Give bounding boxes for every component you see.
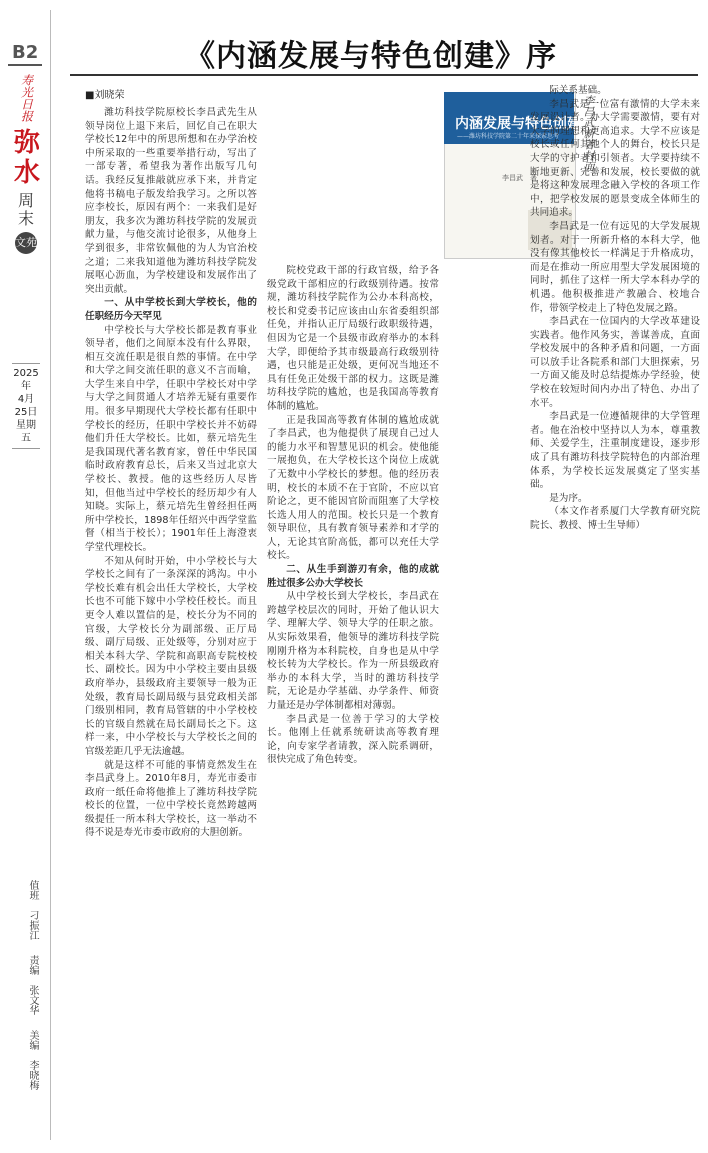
- article-column-2: [267, 264, 439, 1144]
- margin-divider: [50, 10, 51, 1140]
- design-editor: 美编 李晓梅: [27, 1030, 38, 1091]
- masthead-name: 弥水: [14, 128, 41, 188]
- article-column-1: [85, 106, 257, 1144]
- page-number: B2: [12, 42, 39, 63]
- paragraph: （本文作者系厦门大学教育研究院院长、教授、博士生导师）: [530, 506, 700, 531]
- book-cover-subtitle: ——潍坊科技学院第二十年来探索思考: [457, 133, 560, 140]
- article-column-right: [530, 84, 700, 1144]
- paragraph: 不知从何时开始，中小学校长与大学校长之间有了一条深深的鸿沟。中小学校长难有机会出任大学校长，大学校长也不可能下嫁中小学校任校长。而且更令人难以置信的是，校长分为不同的官级，大学校长分为副部级、正厅局级、副厅局级、正处级等，分别对应于相关本科大学、学院和高职高专院校校长、副校长。因为中小学校主要由县级政府举办，县级政府主要领导一般为正处级，教育局长副局级与县党政相关部门级别相同，教育局管辖的中小学校校长的官级自然就在局长副局长之下。这样一来，中小学校长与大学校长之间的官级差距几乎无法逾越。: [85, 555, 257, 757]
- date-year: 2025年: [13, 368, 39, 392]
- editor-credits: [14, 880, 38, 1102]
- paragraph: 从中学校长到大学校长，李昌武在跨越学校层次的同时，开始了他认识大学、理解大学、领导大学的任职之旅。从实际效果看，他领导的潍坊科技学院刚刚升格为本科院校，自身也是从中学校长转为大学校长。作为一所县级政府举办的本科大学，当时的潍坊科技学院，无论是办学基础、办学条件、师资力量还是办学体制都相对薄弱。: [267, 591, 439, 711]
- paragraph: 二、从生手到游刃有余，他的成就胜过很多公办大学校长: [267, 564, 439, 589]
- paragraph: 就是这样不可能的事情竟然发生在李昌武身上。2010年8月，寿光市委市政府一纸任命将他推上了潍坊科技学院校长的位置，一位中学校长竟然跨越两级提任一所本科大学校长，这一举动不得不说是寿光市委市政府的大胆创新。: [85, 759, 257, 839]
- cover-caption: 李昌武新著封面。: [582, 95, 595, 183]
- masthead: [14, 74, 41, 254]
- paragraph: 李昌武是一位富有激情的大学未来发展设计者。办大学需要激情，要有对大学的理想和更高追求。大学不应该是校长或任何其他个人的舞台，校长只是大学的守护者和引领者。大学要持续不断地更新、完善和发展，校长要做的就是将这种发展理念融入学校的各项工作中，把学校发展的愿景变成全体师生的共同追求。: [530, 98, 700, 219]
- paragraph: 李昌武在一位国内的大学改革建设实践者。他作风务实，善谋善成，直面学校发展中的各种矛盾和问题，一方面可以放手让各院系和部门大胆探索，另一方面又能及时总结提炼办学经验，使学校在较短时间内办出了特色、办出了水平。: [530, 316, 700, 409]
- byline: ■刘晓荣: [85, 90, 125, 101]
- title-rule: [70, 74, 698, 76]
- date-day: 4月25日: [14, 394, 38, 418]
- paragraph: 李昌武是一位有远见的大学发展规划者。对于一所新升格的本科大学，他没有像其他校长一样满足于升格成功，而是在推动一所应用型大学发展困境的同时，抓住了这样一所大学本科办学的机遇。他积极推进产教融合、校地合作，带领学校走上了特色发展之路。: [530, 220, 700, 314]
- date-weekday: 星期五: [16, 420, 36, 444]
- duty-editor: 值班 刁振江: [27, 880, 38, 940]
- chief-editor: 责编 张文华: [27, 955, 38, 1016]
- paragraph: 正是我国高等教育体制的尴尬成就了李昌武，也为他提供了展现自己过人的能力水平和智慧见识的机会。使他能一展抱负，在大学校长这个岗位上成就了无数中小学校长的梦想。他的经历表明，校长的本质不在于官阶，不应以官阶论之，更不能因官阶而阻塞了大学校长选人用人的范围。校长只是一个教育领导职位，具有教育领导素养和才学的人，无论其官阶高低，都可以充任大学校长。: [267, 414, 439, 562]
- paragraph: 中学校长与大学校长都是教育事业领导者，他们之间原本没有什么界限，相互交流任职是很自然的事情。在中学和大学之间交流任职的意义不言而喻，大学生来自中学，任职中学校长对中学与大学之间贯通人才培养无疑有重要作用。很多早期现代大学校长都有任职中学校长的经历，任职中学校长并不妨碍他们升任大学校长。比如，蔡元培先生是我国现代著名教育家，曾任中华民国临时政府教育总长，后来又当过北京大学校长、教授。他的这些经历人尽皆知，但他当过中学校长的经历却少有人知晓。实际上，蔡元培先生曾经担任两所中学校长，1898年任绍兴中西学堂监督（相当于校长）；1901年任上海澄衷学堂代理校长。: [85, 324, 257, 553]
- date-block: [12, 360, 40, 452]
- masthead-badge: 文苑: [15, 232, 37, 254]
- masthead-weekly: 周末: [17, 191, 34, 228]
- paragraph: 是为序。: [549, 492, 588, 504]
- paragraph: 李昌武是一位善于学习的大学校长。他刚上任就系统研读高等教育理论，向专家学者请教，深入院系调研，很快完成了角色转变。: [267, 713, 439, 766]
- page-number-rule: [8, 64, 42, 66]
- paragraph: 院校党政干部的行政官级，给予各级党政干部相应的行政级别待遇。按常规，潍坊科技学院作为公办本科高校，校长和党委书记应该由山东省委组织部任免，并指认正厅局级行政职级待遇，但因为它是一个县级市政府举办的本科大学，即便给予其市级最高行政级别待遇，也只能是正处级，更何况当地还不具有任免正处级干部的权力。这既是潍坊科技学院的尴尬，也是我国高等教育体制的尴尬。: [267, 265, 439, 412]
- masthead-daily: 寿光日报: [19, 74, 34, 122]
- paragraph: 潍坊科技学院原校长李昌武先生从领导岗位上退下来后，回忆自己在职大学校长12年中的所思所想和在办学治校中所采取的一些重要举措行动，写出了一部专著，希望我为著作出版写几句话。我经反复推敲就应承下来，并肯定他将书稿电子版发给我学习。之所以答应李校长，原因有两个：一来我们是好朋友，我多次为潍坊科技学院的发展贡献力量，与他交流讨论很多，从他身上学到很多，非常钦佩他的为人为官治校之道；二来我知道他为潍坊科技学院发展呕心沥血，为学校建设和发展作出了突出贡献。: [85, 107, 257, 295]
- paragraph: 一、从中学校长到大学校长，他的任职经历今天罕见: [85, 297, 257, 322]
- book-cover-title: 内涵发展与特色创建: [455, 116, 581, 132]
- paragraph: 李昌武是一位遵循规律的大学管理者。他在治校中坚持以人为本，尊重教师、关爱学生，注重制度建设，逐步形成了具有潍坊科技学院特色的内部治理体系，为学校长远发展奠定了坚实基础。: [530, 411, 700, 491]
- book-cover-author: 李昌武 著: [502, 174, 537, 182]
- article-title: 《内涵发展与特色创建》序: [185, 39, 557, 74]
- paragraph: 际关系基础。: [549, 85, 607, 96]
